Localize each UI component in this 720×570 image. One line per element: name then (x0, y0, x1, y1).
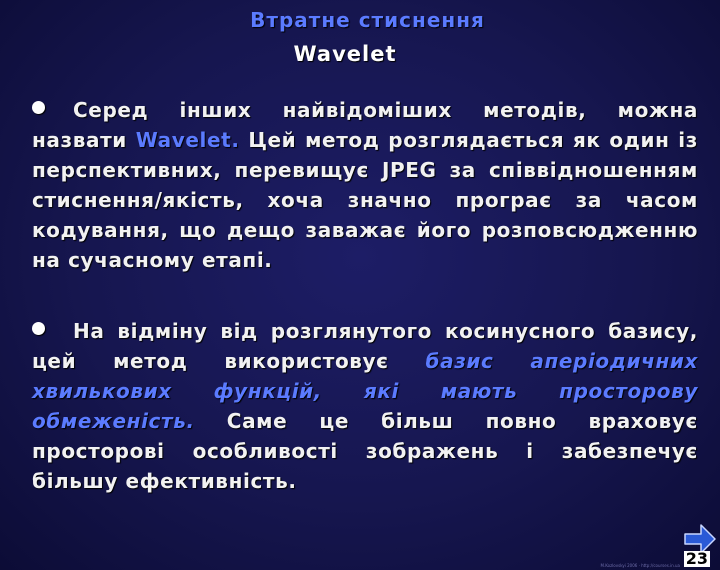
paragraph-1 (32, 95, 698, 275)
paragraph-1-text-2: Цей метод розглядається як один із перспективних, перевищує JPEG за співвідношенням стиснення/якість, хоча значно програє за часом кодування, що дещо заважає його розповсюдженню на сучасному етапі. (32, 128, 698, 272)
paragraph-2 (32, 316, 698, 496)
paragraph-1-text-1: Серед інших найвідоміших методів, можна назвати (32, 98, 698, 152)
paragraph-1-highlight: Wavelet. (135, 128, 240, 152)
bullet-icon (32, 101, 45, 114)
copyright-note: M.Kozlovskyi 2006 · http://courses.in.ua (600, 563, 680, 568)
bullet-icon (32, 322, 45, 335)
page-number: 23 (685, 549, 708, 568)
slide-title: Втратне стиснення (250, 8, 485, 32)
slide-subtitle: Wavelet (293, 42, 397, 66)
paragraph-2-highlight: базис аперіодичних хвилькових функцій, які мають просторову обмеженість. (32, 349, 698, 433)
paragraph-2-text-1: На відміну від розглянутого косинусного базису, цей метод використовує (32, 319, 698, 373)
paragraph-2-text-2: Саме це більш повно враховує просторові особливості зображень і забезпечує більшу ефективність. (32, 409, 698, 493)
